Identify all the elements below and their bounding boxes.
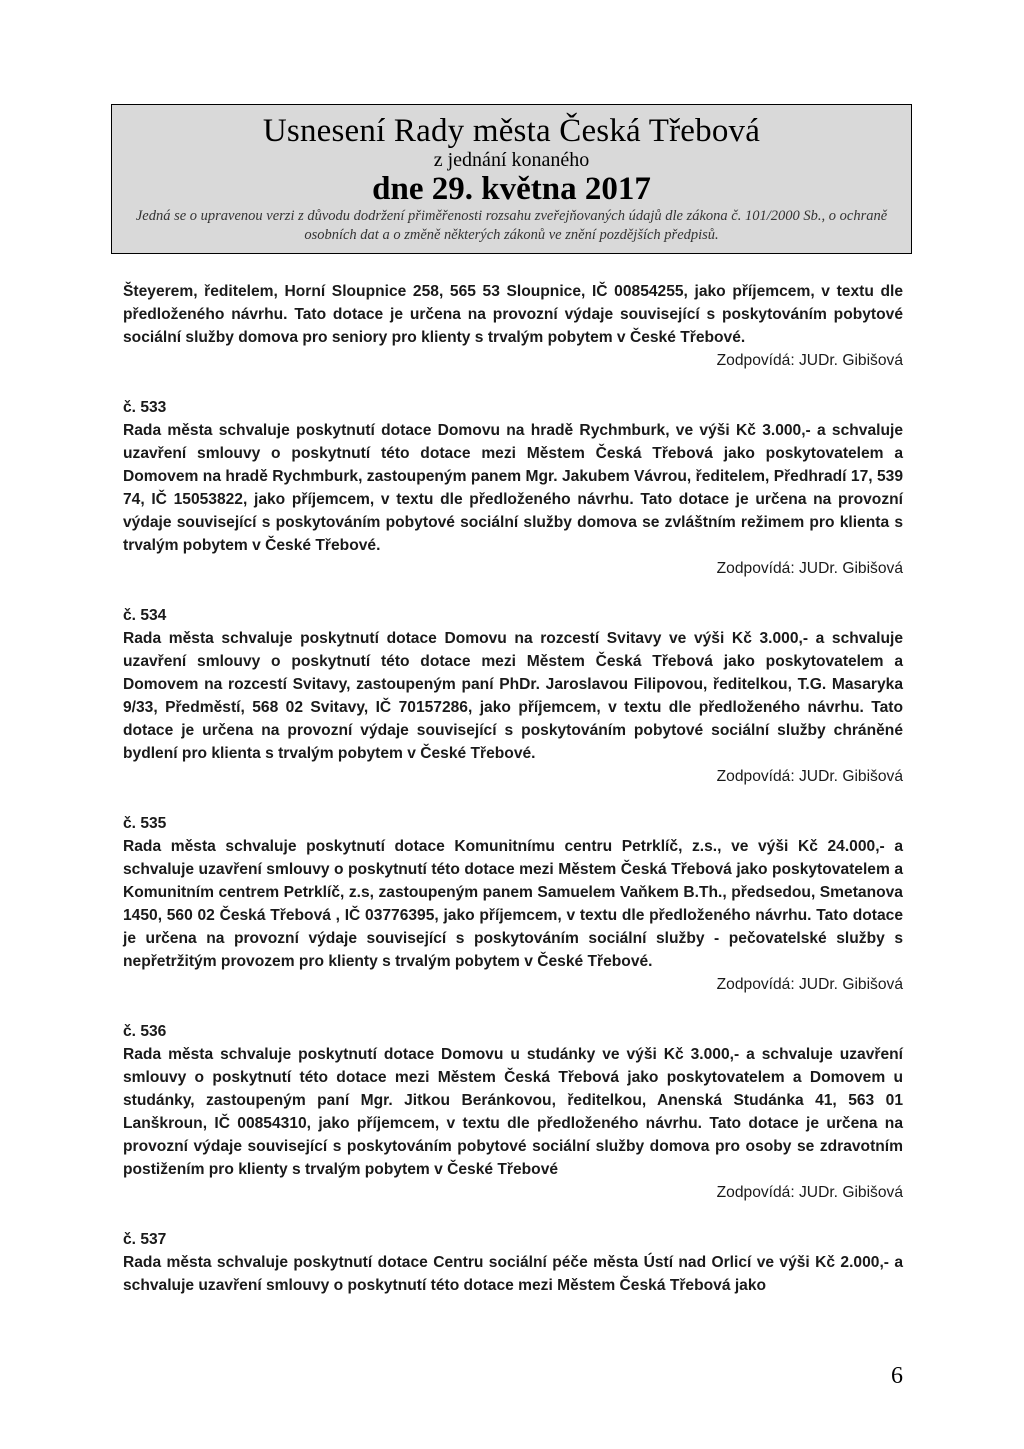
document-subtitle: z jednání konaného [433, 149, 590, 171]
resolutions-content [123, 280, 903, 1297]
responsible-person: Zodpovídá: JUDr. Gibišová [716, 352, 903, 369]
responsible-person: Zodpovídá: JUDr. Gibišová [716, 768, 903, 785]
privacy-note: Jedná se o upravenou verzi z důvodu dodržení přiměřenosti rozsahu zveřejňovaných údajů dle zákona č. 101/2000 Sb., o ochraně osobních dat a o změně některých zákonů ve znění pozdějších předpisů. [135, 208, 888, 243]
responsible-person: Zodpovídá: JUDr. Gibišová [716, 1184, 903, 1201]
resolution-text: Rada města schvaluje poskytnutí dotace Centru sociální péče města Ústí nad Orlicí ve výši Kč 2.000,- a schvaluje uzavření smlouvy o poskytnutí této dotace mezi Městem Česká Třebová jako [123, 1254, 903, 1294]
responsible-person: Zodpovídá: JUDr. Gibišová [716, 976, 903, 993]
resolution-533 [123, 396, 903, 580]
resolution-number: č. 533 [123, 399, 167, 416]
intro-text: Šteyerem, ředitelem, Horní Sloupnice 258, 565 53 Sloupnice, IČ 00854255, jako příjemcem, v textu dle předloženého návrhu. Tato dotace je určena na provozní výdaje související s poskytováním pobytové sociální služby domova pro seniory pro klienty s trvalým pobytem v České Třebové. [123, 283, 903, 346]
resolution-number: č. 534 [123, 607, 167, 624]
resolution-number: č. 536 [123, 1023, 167, 1040]
resolution-537 [123, 1228, 903, 1297]
resolution-text: Rada města schvaluje poskytnutí dotace Domovu u studánky ve výši Kč 3.000,- a schvaluje uzavření smlouvy o poskytnutí této dotace mezi Městem Česká Třebová jako poskytovatelem a Domovem u studánky, zastoupeným paní Mgr. Jitkou Beránkovou, ředitelkou, Anenská Studánka 41, 563 01 Lanškroun, IČ 00854310, jako příjemcem, v textu dle předloženého návrhu. Tato dotace je určena na provozní výdaje související s poskytováním pobytové sociální služby domova pro osoby se zdravotním postižením pro klienty s trvalým pobytem v České Třebové [123, 1046, 903, 1178]
resolution-535 [123, 812, 903, 996]
resolution-text: Rada města schvaluje poskytnutí dotace Komunitnímu centru Petrklíč, z.s., ve výši Kč 24.000,- a schvaluje uzavření smlouvy o poskytnutí této dotace mezi Městem Česká Třebová jako poskytovatelem a Komunitním centrem Petrklíč, z.s, zastoupeným panem Samuelem Vaňkem B.Th., předsedou, Smetanova 1450, 560 02 Česká Třebová , IČ 03776395, jako příjemcem, v textu dle předloženého návrhu. Tato dotace je určena na provozní výdaje související s poskytováním sociální služby - pečovatelské služby s nepřetržitým provozem pro klienty s trvalým pobytem v České Třebové. [123, 838, 903, 970]
document-title: Usnesení Rady města Česká Třebová [262, 113, 761, 149]
resolution-534 [123, 604, 903, 788]
responsible-person: Zodpovídá: JUDr. Gibišová [716, 560, 903, 577]
resolution-text: Rada města schvaluje poskytnutí dotace Domovu na rozcestí Svitavy ve výši Kč 3.000,- a schvaluje uzavření smlouvy o poskytnutí této dotace mezi Městem Česká Třebová jako poskytovatelem a Domovem na rozcestí Svitavy, zastoupeným paní PhDr. Jaroslavou Filipovou, ředitelkou, T.G. Masaryka 9/33, Předměstí, 568 02 Svitavy, IČ 70157286, jako příjemcem, v textu dle předloženého návrhu. Tato dotace je určena na provozní výdaje související s poskytováním pobytové sociální služby chráněné bydlení pro klienta s trvalým pobytem v České Třebové. [123, 630, 903, 762]
intro-block [123, 280, 903, 372]
meeting-date: dne 29. května 2017 [372, 171, 651, 207]
resolution-536 [123, 1020, 903, 1204]
page-number: 6 [891, 1363, 903, 1389]
resolution-number: č. 537 [123, 1231, 167, 1248]
resolution-number: č. 535 [123, 815, 167, 832]
resolution-text: Rada města schvaluje poskytnutí dotace Domovu na hradě Rychmburk, ve výši Kč 3.000,- a schvaluje uzavření smlouvy o poskytnutí této dotace mezi Městem Česká Třebová jako poskytovatelem a Domovem na hradě Rychmburk, zastoupeným panem Mgr. Jakubem Vávrou, ředitelem, Předhradí 17, 539 74, IČ 15053822, jako příjemcem, v textu dle předloženého návrhu. Tato dotace je určena na provozní výdaje související s poskytováním pobytové sociální služby domova se zvláštním režimem pro klienta s trvalým pobytem v České Třebové. [123, 422, 903, 554]
header-box [111, 104, 912, 254]
